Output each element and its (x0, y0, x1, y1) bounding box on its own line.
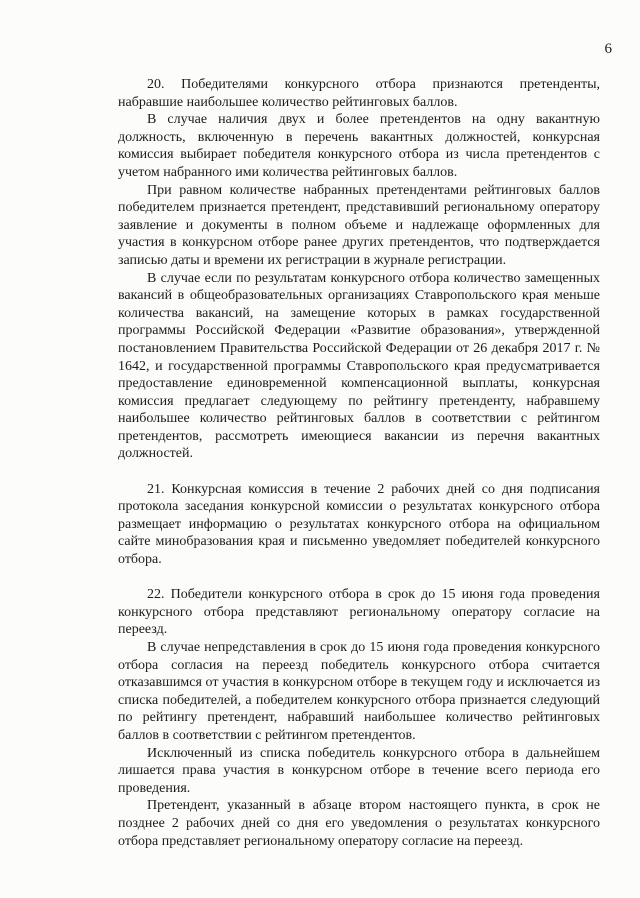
paragraph-22: 22. Победители конкурсного отбора в срок до 15 июня года проведения конкурсного отбора представляют региональному оператору согласие на переезд. (118, 587, 600, 638)
paragraph-20: 20. Победителями конкурсного отбора признаются претенденты, набравшие наибольшее количество рейтинговых баллов. (118, 77, 600, 110)
paragraph-20-unfilled-vacancies: В случае если по результатам конкурсного отбора количество замещенных вакансий в общеобразовательных организациях Ставропольского края меньше количества вакансий, на замещение которых в рамках государственной программы Российской Федерации «Развитие образования», утвержденной постановлением Правительства Российской Федерации от 26 декабря 2017 г. № 1642, и государственной программы Ставропольского края предусматривается предоставление единовременной компенсационной выплаты, конкурсная комиссия предлагает следующему по рейтингу претенденту, набравшему наибольшее количество рейтинговых баллов в соответствии с рейтингом претендентов, рассмотреть имеющиеся вакансии из перечня вакантных должностей. (118, 270, 600, 462)
paragraph-22-non-submission: В случае непредставления в срок до 15 июня года проведения конкурсного отбора согласия на переезд победитель конкурсного отбора считается отказавшимся от участия в конкурсном отборе в текущем году и исключается из списка победителей, а победителем конкурсного отбора признается следующий по рейтингу претендент, набравший наибольшее количество рейтинговых баллов в соответствии с рейтингом претендентов. (118, 640, 600, 743)
paragraph-20-equal-points: При равном количестве набранных претендентами рейтинговых баллов победителем признается претендент, представивший региональному оператору заявление и документы в полном объеме и надлежаще оформленных для участия в конкурсном отборе ранее других претендентов, что подтверждается записью даты и времени их регистрации в журнале регистрации. (118, 182, 600, 268)
paragraph-22-candidate-deadline: Претендент, указанный в абзаце втором настоящего пункта, в срок не позднее 2 рабочих дней со дня его уведомления о результатах конкурсного отбора представляет региональному оператору согласие на переезд. (118, 798, 600, 849)
document-body (118, 76, 600, 850)
paragraph-22-excluded-winner: Исключенный из списка победитель конкурсного отбора в дальнейшем лишается права участия в конкурсном отборе в течение всего периода его проведения. (118, 745, 600, 796)
paragraph-21: 21. Конкурсная комиссия в течение 2 рабочих дней со дня подписания протокола заседания конкурсной комиссии о результатах конкурсного отбора размещает информацию о результатах конкурсного отбора на официальном сайте минобразования края и письменно уведомляет победителей конкурсного отбора. (118, 481, 600, 568)
page-number: 6 (604, 41, 612, 57)
paragraph-20-tie-two-candidates: В случае наличия двух и более претендентов на одну вакантную должность, включенную в перечень вакантных должностей, конкурсная комиссия выбирает победителя конкурсного отбора из числа претендентов с учетом набранного ими количества рейтинговых баллов. (118, 112, 600, 180)
